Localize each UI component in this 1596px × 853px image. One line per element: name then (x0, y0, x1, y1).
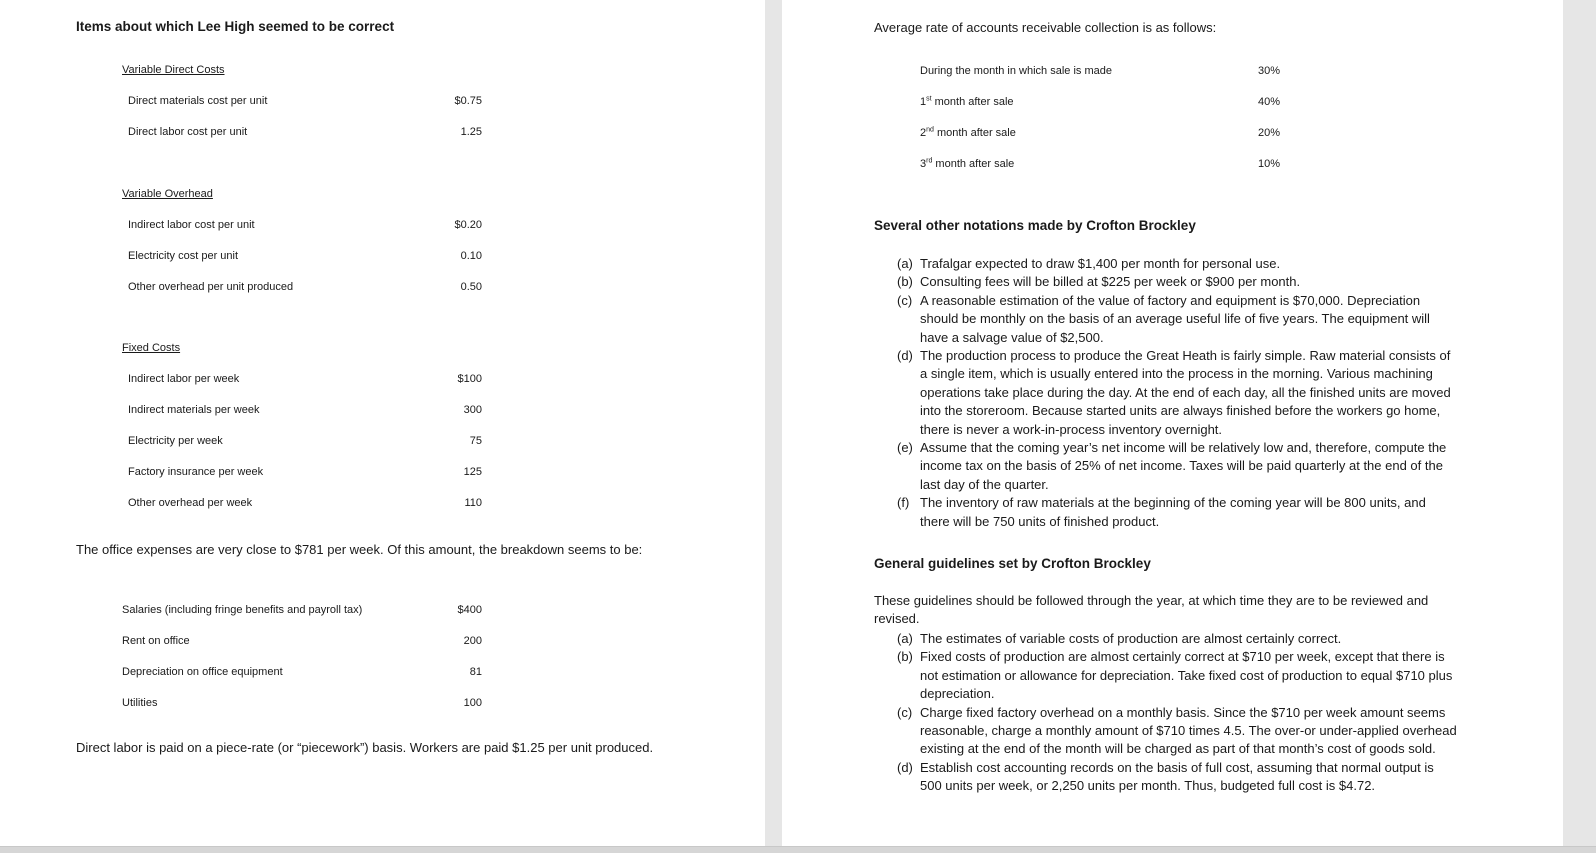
subsection-title: Fixed Costs (122, 342, 181, 354)
list-item: (a) Trafalgar expected to draw $1,400 per month for personal use. (897, 256, 1281, 271)
direct-labor-paragraph: Direct labor is paid on a piece-rate (or “piecework”) basis. Workers are paid $1.25 per unit produced. (76, 740, 654, 755)
cost-value: 1.25 (460, 126, 482, 138)
cost-value: 0.50 (460, 281, 482, 293)
list-item: (f) The inventory of raw materials at the beginning of the coming year will be 800 units, and there will be 750 units of finished product. (897, 495, 1426, 529)
notations-list (897, 255, 1457, 531)
subsection-title: Variable Direct Costs (122, 64, 225, 76)
section-heading: Items about which Lee High seemed to be correct (76, 19, 395, 34)
office-expense-label: Rent on office (122, 635, 190, 647)
office-expense-label: Salaries (including fringe benefits and payroll tax) (122, 604, 363, 616)
notations-heading: Several other notations made by Crofton Brockley (874, 218, 1196, 233)
collection-heading: Average rate of accounts receivable collection is as follows: (874, 20, 1217, 35)
collection-rate: 10% (1258, 158, 1281, 170)
list-item: (c) A reasonable estimation of the value of factory and equipment is $70,000. Depreciation should be monthly on the basis of an average useful life of five years. The equipment will have a salvage value of $2,500. (897, 292, 1430, 345)
office-expense-value: 100 (463, 697, 482, 709)
cost-label: Direct labor cost per unit (128, 126, 248, 138)
cost-value: $0.20 (454, 219, 482, 231)
cost-label: Other overhead per week (128, 497, 253, 509)
list-item: (c) Charge fixed factory overhead on a monthly basis. Since the $710 per week amount seems reasonable, charge a monthly amount of $710 times 4.5. The over-or under-applied overhead existing at the end of the month will be charged as part of that month’s cost of goods sold. (897, 704, 1457, 757)
document-page-right (782, 0, 1563, 846)
list-item: (e) Assume that the coming year’s net income will be relatively low and, therefore, compute the income tax on the basis of 25% of net income. Taxes will be paid quarterly at the end of the last day of the quarter. (897, 440, 1447, 492)
list-item: (b) Fixed costs of production are almost certainly correct at $710 per week, except that there is not estimation or allowance for depreciation. Take fixed cost of production to equal $710 plus depreciation. (897, 649, 1453, 702)
guidelines-heading: General guidelines set by Crofton Brockley (874, 556, 1151, 571)
cost-value: 300 (463, 404, 482, 416)
cost-label: Electricity per week (128, 435, 223, 447)
cost-label: Direct materials cost per unit (128, 95, 268, 107)
office-expense-label: Depreciation on office equipment (122, 666, 283, 678)
list-item: (d) Establish cost accounting records on the basis of full cost, assuming that normal output is 500 units per week, or 2,250 units per month. Thus, budgeted full cost is $4.72. (897, 759, 1434, 794)
cost-value: $0.75 (454, 95, 482, 107)
guidelines-list (897, 630, 1457, 796)
guidelines-intro: These guidelines should be followed through the year, at which time they are to be reviewed and revised. (874, 593, 1429, 627)
collection-period: During the month in which sale is made (920, 65, 1112, 77)
cost-label: Indirect materials per week (128, 404, 260, 416)
cost-label: Factory insurance per week (128, 466, 264, 478)
collection-period: 2nd month after sale (920, 126, 1016, 139)
office-expense-value: $400 (457, 604, 482, 616)
cost-label: Indirect labor cost per unit (128, 219, 255, 231)
list-item: (b) Consulting fees will be billed at $225 per week or $900 per month. (897, 274, 1301, 290)
list-item: (d) The production process to produce the Great Heath is fairly simple. Raw material consists of a single item, which is usually entered into the process in the morning. Various machining operations take place during the day. At the end of each day, all the finished units are moved into the storeroom. Because started units are always finished before the workers go home, there is never a work-in-process inventory overnight. (897, 348, 1451, 437)
cost-label: Indirect labor per week (128, 373, 240, 385)
collection-rate: 30% (1258, 65, 1281, 77)
cost-value: 125 (463, 466, 482, 478)
cost-value: 110 (464, 497, 482, 509)
cost-value: 0.10 (460, 250, 482, 262)
list-item: (a) The estimates of variable costs of production are almost certainly correct. (897, 631, 1342, 646)
office-expense-label: Utilities (122, 697, 158, 709)
subsection-title: Variable Overhead (122, 188, 213, 200)
collection-period: 3rd month after sale (920, 157, 1015, 170)
document-page-left (0, 0, 765, 846)
collection-rate: 40% (1258, 96, 1281, 108)
office-expense-value: 81 (469, 666, 482, 678)
cost-label: Other overhead per unit produced (128, 281, 294, 293)
collection-period: 1st month after sale (920, 95, 1014, 108)
cost-label: Electricity cost per unit (128, 250, 239, 262)
cost-value: 75 (469, 435, 482, 447)
office-expense-value: 200 (463, 635, 482, 647)
collection-rate: 20% (1258, 127, 1281, 139)
office-expenses-paragraph: The office expenses are very close to $781 per week. Of this amount, the breakdown seems to be: (76, 542, 643, 557)
cost-value: $100 (457, 373, 482, 385)
